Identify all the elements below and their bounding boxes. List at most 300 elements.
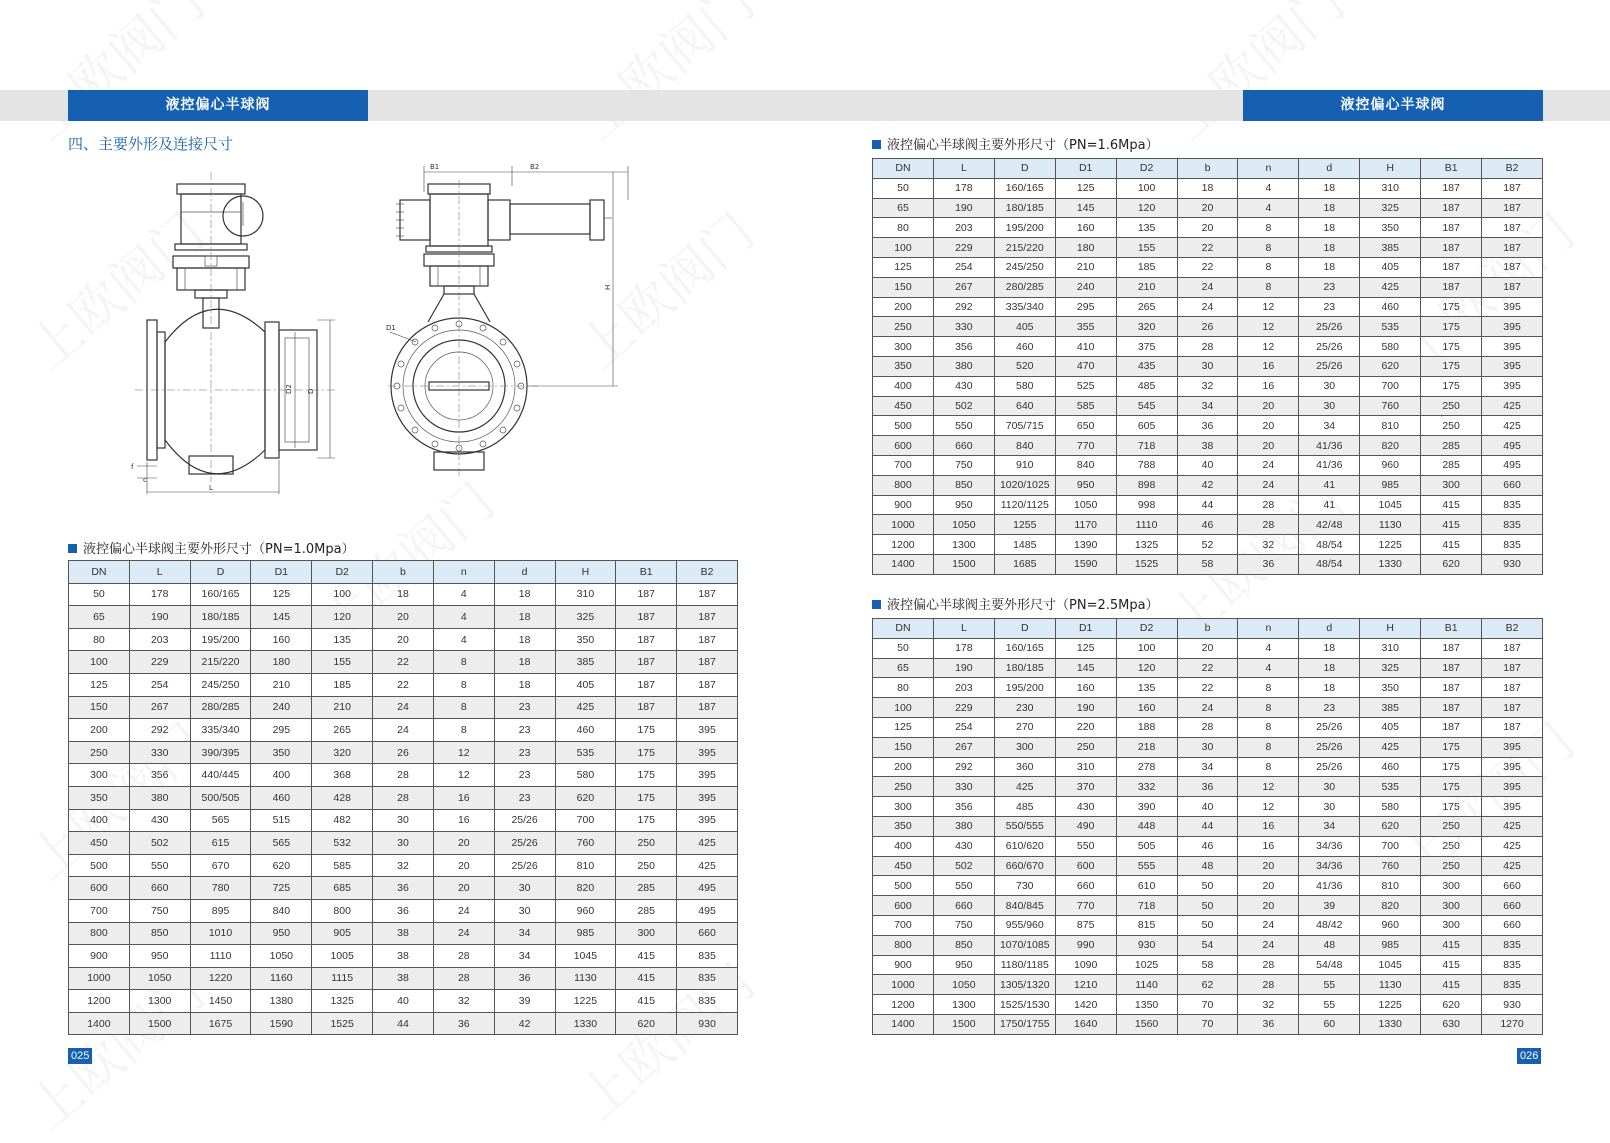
column-header: d [1299,619,1360,639]
table-cell: 178 [129,583,190,606]
table-cell: 41/36 [1299,436,1360,456]
table-cell: 810 [555,854,616,877]
table-cell: 203 [933,218,994,238]
table-cell: 620 [1421,554,1482,574]
table-row [69,967,738,990]
table-cell: 18 [373,583,434,606]
table-cell: 760 [555,832,616,855]
table-cell: 36 [1177,777,1238,797]
table-cell: 285 [616,899,677,922]
table-cell: 770 [1055,896,1116,916]
table-cell: 425 [677,832,738,855]
table-cell: 8 [1238,277,1299,297]
table-cell: 58 [1177,955,1238,975]
table-cell: 25/26 [494,832,555,855]
table-cell: 1300 [933,995,994,1015]
table-cell: 500/505 [190,786,251,809]
table-row [873,515,1543,535]
table-cell: 44 [373,1012,434,1035]
table-cell: 187 [1421,717,1482,737]
table-cell: 660 [933,896,994,916]
table-cell: 620 [555,786,616,809]
table-cell: 380 [933,356,994,376]
table-cell: 415 [1421,935,1482,955]
table-cell: 36 [1238,1014,1299,1034]
table-cell: 332 [1116,777,1177,797]
table-cell: 600 [69,877,130,900]
table-cell: 187 [1482,678,1543,698]
table-header-row [873,619,1543,639]
table-cell: 610/620 [994,836,1055,856]
table-cell: 175 [1421,777,1482,797]
table-cell: 22 [373,651,434,674]
table-cell: 24 [433,922,494,945]
table-cell: 395 [1482,737,1543,757]
table-row [69,854,738,877]
table-row [873,777,1543,797]
table-cell: 840 [994,436,1055,456]
table-cell: 295 [1055,297,1116,317]
column-header: DN [873,159,934,179]
table-cell: 20 [1177,198,1238,218]
table-cell: 8 [433,719,494,742]
table-cell: 385 [1360,698,1421,718]
column-header: D2 [1116,159,1177,179]
table-cell: 28 [433,967,494,990]
table-cell: 250 [1421,416,1482,436]
table-cell: 985 [1360,935,1421,955]
table-cell: 187 [1482,658,1543,678]
table-cell: 195/200 [190,628,251,651]
table-cell: 550 [129,854,190,877]
table-cell: 48/42 [1299,915,1360,935]
table-caption-pn25 [872,594,1159,613]
column-header: n [1238,159,1299,179]
table-row [69,809,738,832]
table-cell: 28 [1177,337,1238,357]
table-cell: 705/715 [994,416,1055,436]
table-cell: 20 [433,877,494,900]
table-cell: 187 [616,651,677,674]
table-cell: 630 [1421,1014,1482,1034]
table-cell: 1305/1320 [994,975,1055,995]
table-cell: 1485 [994,535,1055,555]
table-cell: 660 [1055,876,1116,896]
table-cell: 425 [677,854,738,877]
table-cell: 229 [933,238,994,258]
table-row [873,257,1543,277]
table-cell: 425 [1360,277,1421,297]
table-cell: 900 [873,955,934,975]
page-number-right: 026 [1517,1048,1541,1064]
table-cell: 280/285 [994,277,1055,297]
table-cell: 300 [616,922,677,945]
table-cell: 18 [494,606,555,629]
column-header: D [190,561,251,584]
table-cell: 535 [1360,317,1421,337]
table-cell: 24 [1238,915,1299,935]
table-cell: 20 [1177,638,1238,658]
table-cell: 26 [373,741,434,764]
table-cell: 960 [1360,455,1421,475]
table-cell: 1000 [873,975,934,995]
table-cell: 175 [616,741,677,764]
table-cell: 1050 [933,515,994,535]
table-cell: 54/48 [1299,955,1360,975]
table-cell: 39 [494,990,555,1013]
table-row [873,836,1543,856]
table-cell: 187 [1421,658,1482,678]
table-cell: 18 [494,583,555,606]
table-cell: 930 [1482,995,1543,1015]
table-cell: 300 [1421,876,1482,896]
column-header: L [933,619,994,639]
table-cell: 4 [433,606,494,629]
table-cell: 155 [1116,238,1177,258]
table-row [69,696,738,719]
table-row [873,277,1543,297]
table-row [873,218,1543,238]
table-cell: 1590 [1055,554,1116,574]
table-cell: 245/250 [190,673,251,696]
table-cell: 16 [1238,376,1299,396]
table-caption-pn10 [68,538,355,557]
table-cell: 310 [1055,757,1116,777]
table-cell: 835 [1482,975,1543,995]
table-cell: 42/48 [1299,515,1360,535]
table-cell: 835 [1482,515,1543,535]
table-cell: 80 [873,678,934,698]
table-cell: 1130 [1360,975,1421,995]
table-cell: 178 [933,638,994,658]
table-cell: 800 [69,922,130,945]
table-cell: 20 [1238,876,1299,896]
table-cell: 254 [129,673,190,696]
table-cell: 985 [1360,475,1421,495]
table-cell: 285 [616,877,677,900]
table-cell: 23 [1299,698,1360,718]
table-cell: 300 [1421,896,1482,916]
table-cell: 203 [129,628,190,651]
table-cell: 180 [251,651,312,674]
table-cell: 28 [373,786,434,809]
table-cell: 100 [873,698,934,718]
table-cell: 30 [1177,356,1238,376]
table-cell: 430 [933,376,994,396]
table-cell: 187 [616,606,677,629]
table-cell: 350 [873,816,934,836]
table-cell: 187 [677,606,738,629]
table-cell: 187 [616,583,677,606]
table-cell: 815 [1116,915,1177,935]
column-header: D1 [251,561,312,584]
table-cell: 535 [1360,777,1421,797]
column-header: D2 [1116,619,1177,639]
table-cell: 460 [251,786,312,809]
table-cell: 700 [873,915,934,935]
table-cell: 1675 [190,1012,251,1035]
table-cell: 500 [69,854,130,877]
table-row [873,376,1543,396]
table-cell: 25/26 [494,809,555,832]
table-cell: 840 [251,899,312,922]
table-cell: 44 [1177,816,1238,836]
table-cell: 4 [1238,638,1299,658]
table-cell: 425 [994,777,1055,797]
valve-side-view-drawing [388,160,638,485]
table-cell: 395 [677,809,738,832]
table-cell: 135 [1116,218,1177,238]
table-cell: 1400 [873,554,934,574]
table-cell: 62 [1177,975,1238,995]
table-cell: 950 [129,945,190,968]
table-cell: 34 [1177,757,1238,777]
table-cell: 750 [129,899,190,922]
table-cell: 18 [494,651,555,674]
column-header: H [1360,159,1421,179]
column-header: B1 [616,561,677,584]
column-header: DN [69,561,130,584]
table-cell: 230 [994,698,1055,718]
table-cell: 425 [1360,737,1421,757]
column-header: B2 [1482,619,1543,639]
table-cell: 38 [373,967,434,990]
table-cell: 28 [1238,495,1299,515]
table-cell: 254 [933,717,994,737]
table-cell: 18 [494,628,555,651]
table-cell: 188 [1116,717,1177,737]
table-cell: 375 [1116,337,1177,357]
table-cell: 23 [1299,297,1360,317]
table-cell: 350 [1360,678,1421,698]
table-cell: 145 [1055,658,1116,678]
table-cell: 390/395 [190,741,251,764]
table-cell: 900 [873,495,934,515]
table-cell: 4 [433,583,494,606]
table-cell: 1685 [994,554,1055,574]
table-cell: 50 [1177,915,1238,935]
table-cell: 24 [373,719,434,742]
table-cell: 245/250 [994,257,1055,277]
table-cell: 187 [1482,698,1543,718]
table-cell: 1000 [873,515,934,535]
table-cell: 22 [1177,238,1238,258]
table-cell: 30 [1177,737,1238,757]
table-cell: 229 [933,698,994,718]
table-row [873,356,1543,376]
table-cell: 660/670 [994,856,1055,876]
table-cell: 620 [1421,995,1482,1015]
table-cell: 20 [373,606,434,629]
table-cell: 28 [1238,515,1299,535]
table-header-row [873,159,1543,179]
dim-label-d: D [307,388,315,394]
table-cell: 24 [373,696,434,719]
table-cell: 125 [873,257,934,277]
table-cell: 120 [1116,198,1177,218]
table-cell: 8 [433,696,494,719]
table-cell: 850 [129,922,190,945]
table-row [69,719,738,742]
column-header: D2 [312,561,373,584]
dim-label-b2: B2 [530,163,540,171]
table-cell: 210 [251,673,312,696]
table-cell: 395 [677,719,738,742]
table-cell: 898 [1116,475,1177,495]
table-cell: 160/165 [994,638,1055,658]
dim-label-l: L [209,484,213,492]
table-cell: 1270 [1482,1014,1543,1034]
table-cell: 20 [433,854,494,877]
table-cell: 175 [616,764,677,787]
table-cell: 38 [373,945,434,968]
table-row [873,337,1543,357]
table-cell: 370 [1055,777,1116,797]
dim-label-h: H [604,284,612,290]
table-cell: 335/340 [994,297,1055,317]
table-caption-text: 液控偏心半球阀主要外形尺寸（PN=1.0Mpa） [83,542,355,557]
table-cell: 555 [1116,856,1177,876]
table-cell: 65 [69,606,130,629]
table-cell: 125 [1055,638,1116,658]
dim-label-f: f [131,463,134,471]
table-cell: 125 [69,673,130,696]
dim-label-d1: D1 [386,324,396,332]
table-cell: 22 [1177,678,1238,698]
table-cell: 187 [1421,638,1482,658]
table-cell: 24 [1177,698,1238,718]
table-cell: 24 [433,899,494,922]
table-cell: 8 [1238,238,1299,258]
table-cell: 250 [616,832,677,855]
table-cell: 460 [555,719,616,742]
table-row [873,995,1543,1015]
table-cell: 32 [1238,995,1299,1015]
table-row [69,945,738,968]
table-cell: 187 [1482,277,1543,297]
table-cell: 36 [373,899,434,922]
table-cell: 41/36 [1299,455,1360,475]
table-cell: 532 [312,832,373,855]
table-cell: 800 [873,475,934,495]
table-cell: 34 [494,945,555,968]
table-caption-pn16 [872,134,1159,153]
table-cell: 160/165 [190,583,251,606]
table-cell: 1330 [1360,554,1421,574]
table-cell: 215/220 [994,238,1055,258]
table-cell: 200 [873,297,934,317]
table-cell: 187 [1482,638,1543,658]
table-cell: 187 [616,673,677,696]
table-cell: 4 [1238,178,1299,198]
table-cell: 660 [129,877,190,900]
table-cell: 565 [190,809,251,832]
table-cell: 660 [1482,876,1543,896]
table-cell: 380 [129,786,190,809]
table-cell: 18 [1299,198,1360,218]
column-header: L [129,561,190,584]
table-cell: 18 [1299,678,1360,698]
table-row [69,1012,738,1035]
table-cell: 400 [251,764,312,787]
table-cell: 40 [1177,797,1238,817]
table-cell: 430 [933,836,994,856]
table-cell: 190 [933,198,994,218]
table-cell: 8 [1238,678,1299,698]
table-cell: 180 [1055,238,1116,258]
table-cell: 425 [1482,416,1543,436]
table-cell: 24 [1238,935,1299,955]
table-row [873,297,1543,317]
table-cell: 135 [1116,678,1177,698]
table-cell: 18 [494,673,555,696]
table-cell: 725 [251,877,312,900]
dim-label-c: c [143,476,147,484]
table-cell: 30 [373,809,434,832]
column-header: D [994,619,1055,639]
table-cell: 580 [1360,337,1421,357]
table-cell: 28 [1177,717,1238,737]
table-cell: 175 [616,809,677,832]
table-cell: 160 [1055,678,1116,698]
table-cell: 685 [312,877,373,900]
table-cell: 48 [1299,935,1360,955]
table-cell: 1390 [1055,535,1116,555]
table-cell: 425 [555,696,616,719]
table-row [69,673,738,696]
table-cell: 8 [1238,218,1299,238]
table-cell: 910 [994,455,1055,475]
table-cell: 38 [1177,436,1238,456]
table-cell: 285 [1421,455,1482,475]
table-cell: 600 [873,896,934,916]
table-cell: 187 [1421,678,1482,698]
table-cell: 12 [1238,337,1299,357]
table-cell: 292 [933,297,994,317]
table-cell: 700 [555,809,616,832]
table-cell: 280/285 [190,696,251,719]
table-cell: 135 [312,628,373,651]
table-cell: 36 [373,877,434,900]
table-cell: 1020/1025 [994,475,1055,495]
table-cell: 54 [1177,935,1238,955]
table-cell: 502 [933,396,994,416]
table-cell: 100 [873,238,934,258]
table-cell: 265 [312,719,373,742]
table-cell: 485 [1116,376,1177,396]
table-cell: 185 [312,673,373,696]
table-cell: 415 [616,990,677,1013]
table-row [873,436,1543,456]
table-cell: 20 [1177,218,1238,238]
table-cell: 23 [494,696,555,719]
table-cell: 32 [373,854,434,877]
table-cell: 12 [1238,777,1299,797]
table-cell: 500 [873,876,934,896]
table-cell: 950 [251,922,312,945]
table-cell: 1050 [251,945,312,968]
table-row [69,832,738,855]
table-cell: 320 [1116,317,1177,337]
table-cell: 25/26 [1299,757,1360,777]
table-cell: 430 [1055,797,1116,817]
table-cell: 250 [1421,816,1482,836]
table-cell: 950 [933,955,994,975]
table-cell: 550 [933,876,994,896]
table-cell: 495 [1482,455,1543,475]
column-header: n [433,561,494,584]
table-cell: 930 [677,1012,738,1035]
